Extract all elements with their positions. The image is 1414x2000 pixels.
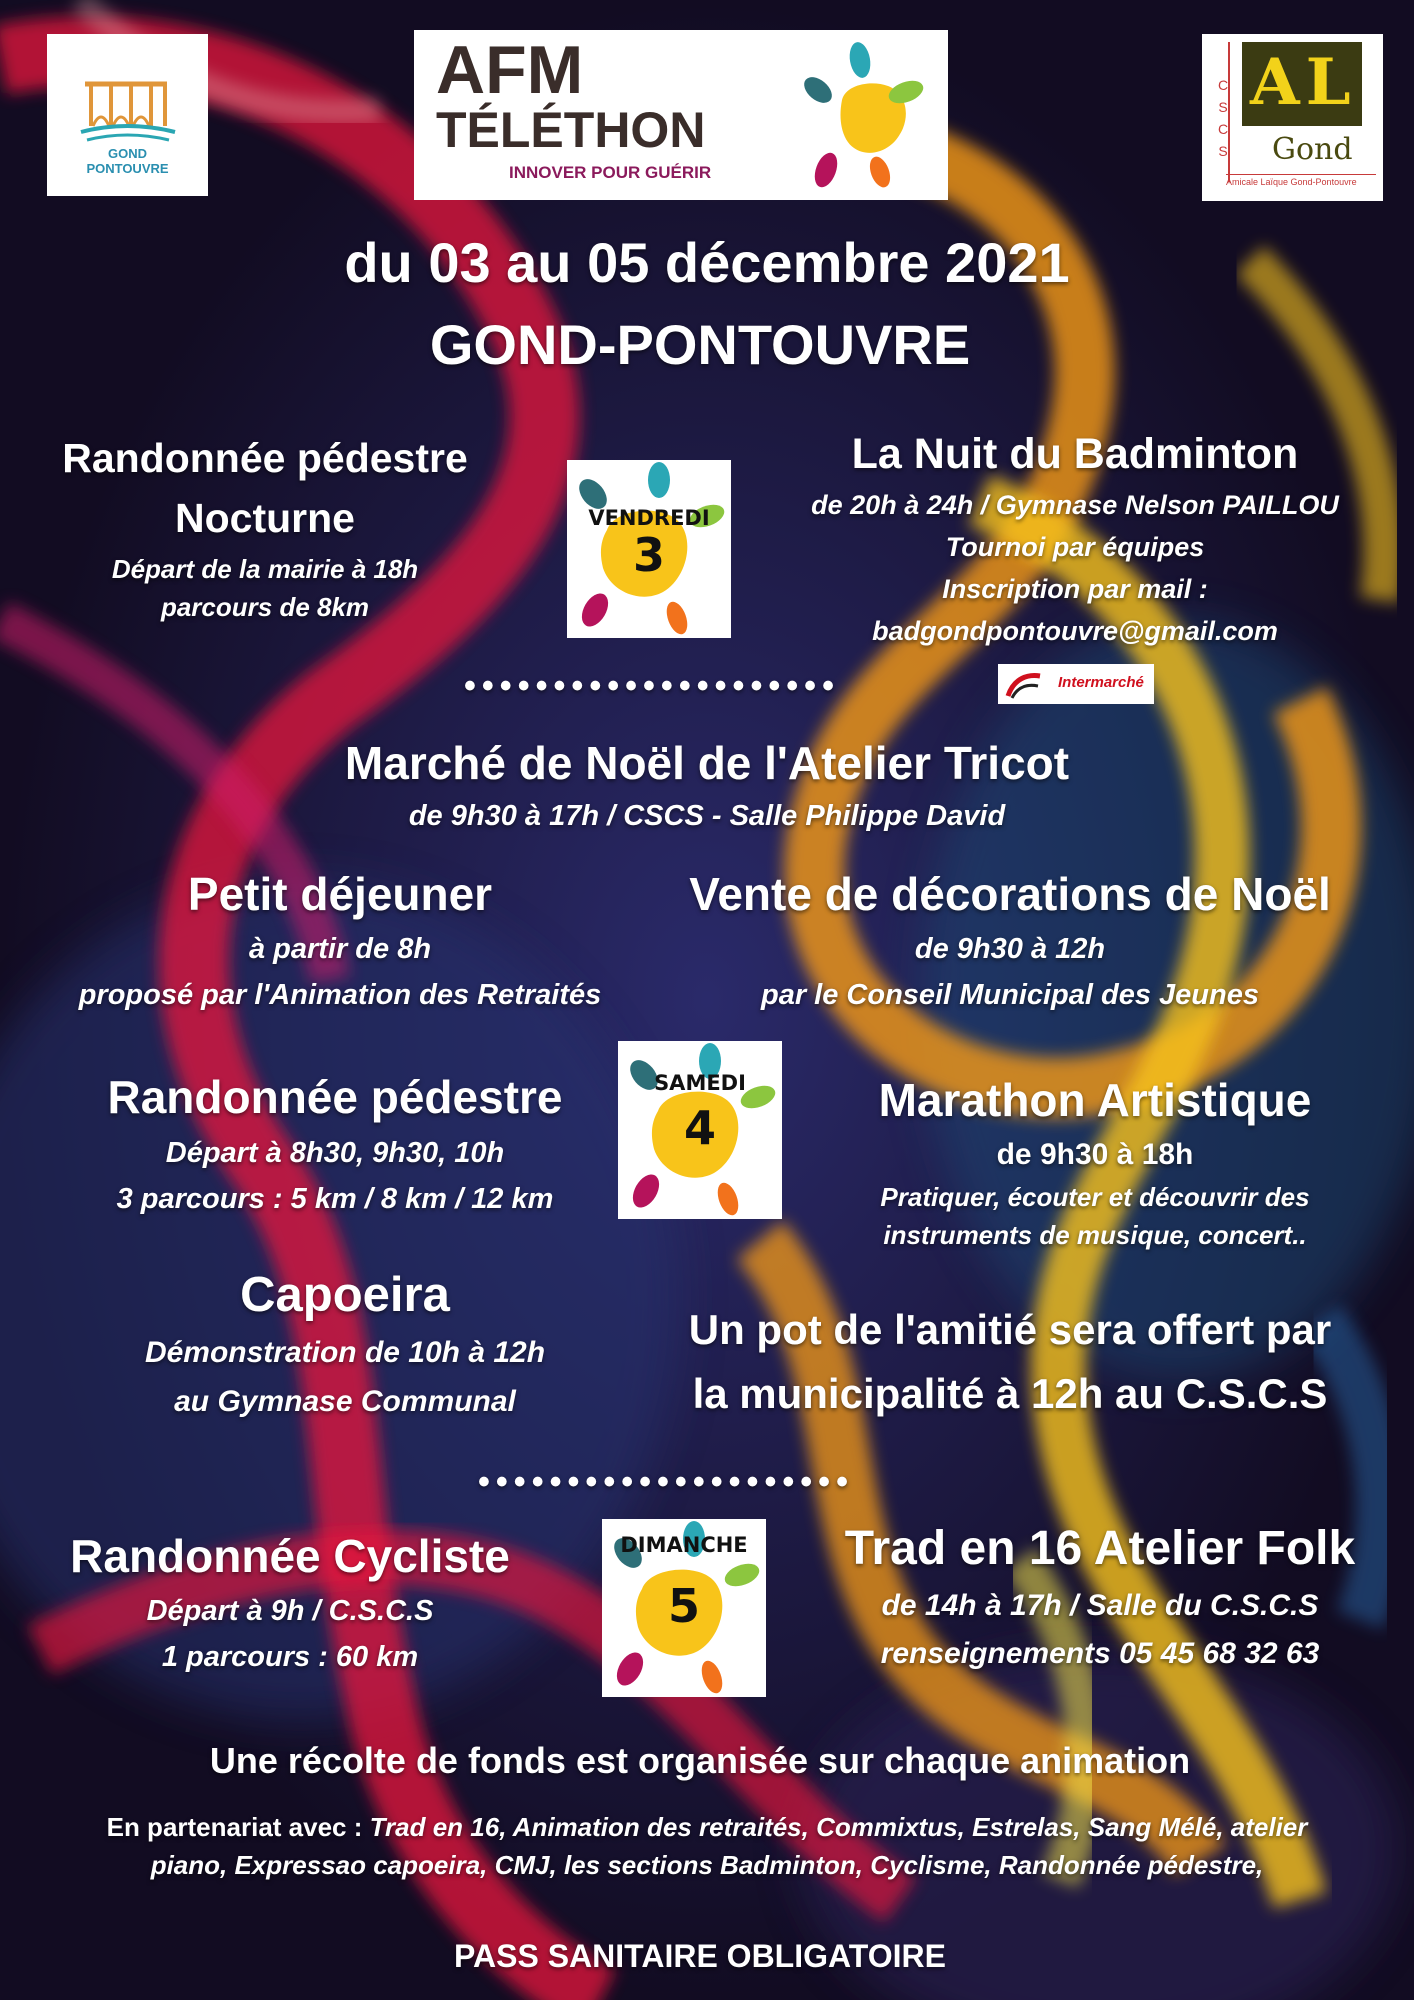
badminton-email: badgondpontouvre@gmail.com <box>872 616 1278 646</box>
saturday-hike-event <box>60 1064 610 1222</box>
badminton-detail-1: de 20h à 24h / Gymnase Nelson PAILLOU <box>811 490 1339 520</box>
afm-text: AFM <box>436 32 584 108</box>
capoeira-detail-1: Démonstration de 10h à 12h <box>144 1336 546 1369</box>
friday-day-number: 3 <box>632 528 665 582</box>
toast-line-2: la municipalité à 12h au C.S.C.S <box>692 1370 1328 1417</box>
friday-hike-detail-2: parcours de 8km <box>160 592 370 622</box>
friday-hike-detail-1: Départ de la mairie à 18h <box>111 554 419 584</box>
toast-line-1: Un pot de l'amitié sera offert par <box>688 1306 1332 1353</box>
capoeira-title: Capoeira <box>240 1268 450 1322</box>
decorations-event <box>660 862 1360 1018</box>
partners-line-1 <box>20 1808 1394 1846</box>
al-brand-text: AL <box>1250 45 1357 120</box>
market-detail: de 9h30 à 17h / CSCS - Salle Philippe David <box>408 800 1006 832</box>
intermarche-text: Intermarché <box>1058 674 1144 691</box>
amicale-caption: Amicale Laïque Gond-Pontouvre <box>1226 177 1357 187</box>
separator-2: ••••••••••••••••••••• <box>478 1463 854 1501</box>
partners-prefix: En partenariat avec : <box>106 1812 370 1842</box>
friday-left-event <box>20 428 510 624</box>
badminton-detail-3: Inscription par mail : <box>942 574 1208 604</box>
sunday-day-label: DIMANCHE <box>620 1533 748 1557</box>
marathon-detail-1: de 9h30 à 18h <box>996 1138 1194 1171</box>
partners-text <box>20 1808 1394 1884</box>
saturday-hike-detail-1: Départ à 8h30, 9h30, 10h <box>165 1137 505 1169</box>
decorations-detail-1: de 9h30 à 12h <box>914 933 1106 965</box>
afm-telethon-logo <box>414 30 948 200</box>
marathon-detail-2: Pratiquer, écouter et découvrir des <box>880 1182 1310 1212</box>
sunday-day-badge <box>602 1519 766 1697</box>
friday-day-label: VENDREDI <box>588 506 710 530</box>
capoeira-detail-2: au Gymnase Communal <box>174 1385 516 1418</box>
breakfast-title: Petit déjeuner <box>187 868 493 920</box>
folk-detail-1: de 14h à 17h / Salle du C.S.C.S <box>881 1589 1319 1622</box>
friday-hike-title-1: Randonnée pédestre <box>62 435 468 481</box>
cycling-detail-1: Départ à 9h / C.S.C.S <box>146 1595 434 1627</box>
folk-event <box>800 1516 1400 1678</box>
partners-list-1: Trad en 16, Animation des retraités, Commixtus, Estrelas, Sang Mélé, atelier <box>369 1812 1308 1842</box>
gond-script-text: Gond <box>1272 132 1353 167</box>
friday-hike-title-2: Nocturne <box>175 495 355 541</box>
friday-day-badge <box>567 460 731 638</box>
friday-right-event <box>760 424 1390 652</box>
cycling-detail-2: 1 parcours : 60 km <box>161 1641 419 1673</box>
capoeira-event <box>70 1262 620 1426</box>
event-dates: du 03 au 05 décembre 2021 <box>344 231 1070 294</box>
afm-tagline <box>509 163 711 183</box>
sunday-day-number: 5 <box>667 1579 700 1633</box>
cycling-title: Randonnée Cycliste <box>70 1530 510 1582</box>
telethon-sun-icon <box>784 30 948 200</box>
cycling-event <box>20 1524 560 1680</box>
marathon-detail-3: instruments de musique, concert.. <box>883 1220 1307 1250</box>
saturday-day-number: 4 <box>683 1101 716 1155</box>
gond-pontouvre-logo <box>47 34 208 196</box>
badminton-detail-2: Tournoi par équipes <box>945 532 1205 562</box>
saturday-day-badge <box>618 1041 782 1219</box>
badminton-title: La Nuit du Badminton <box>851 430 1299 478</box>
breakfast-detail-1: à partir de 8h <box>248 933 432 965</box>
saturday-hike-detail-2: 3 parcours : 5 km / 8 km / 12 km <box>116 1183 554 1215</box>
folk-title: Trad en 16 Atelier Folk <box>844 1522 1356 1575</box>
decorations-title: Vente de décorations de Noël <box>689 868 1331 920</box>
breakfast-event <box>20 862 660 1018</box>
fundraising-notice: Une récolte de fonds est organisée sur chaque animation <box>209 1740 1191 1781</box>
intermarche-logo <box>998 664 1154 704</box>
afm-tagline-b: GUÉRIR <box>645 163 712 182</box>
afm-tagline-a: INNOVER POUR <box>509 163 646 182</box>
saturday-hike-title: Randonnée pédestre <box>107 1071 563 1123</box>
logo-divider <box>1228 42 1230 182</box>
market-event <box>0 730 1414 836</box>
health-pass-notice: PASS SANITAIRE OBLIGATOIRE <box>454 1938 946 1974</box>
partners-list-2: piano, Expressao capoeira, CMJ, les sections Badminton, Cyclisme, Randonnée pédestre, <box>150 1850 1264 1880</box>
marathon-title: Marathon Artistique <box>878 1074 1312 1126</box>
folk-detail-2: renseignements 05 45 68 32 63 <box>880 1637 1320 1670</box>
marathon-event <box>800 1068 1390 1254</box>
intermarche-swoosh-icon <box>1004 668 1044 700</box>
decorations-detail-2: par le Conseil Municipal des Jeunes <box>761 979 1259 1011</box>
logo-gond-text: GOND <box>108 146 147 161</box>
breakfast-detail-2: proposé par l'Animation des Retraités <box>78 979 602 1011</box>
telethon-text: TÉLÉTHON <box>436 102 706 158</box>
caption-rule <box>1226 174 1376 175</box>
separator-1: ••••••••••••••••••••• <box>464 667 840 705</box>
saturday-day-label: SAMEDI <box>654 1071 746 1095</box>
logo-pontouvre-text: PONTOUVRE <box>86 161 169 176</box>
market-title: Marché de Noël de l'Atelier Tricot <box>344 737 1070 789</box>
friendship-toast <box>640 1298 1380 1426</box>
cscs-vertical-text: CSCS <box>1217 77 1229 159</box>
amicale-laique-logo <box>1202 34 1383 201</box>
event-town: GOND-PONTOUVRE <box>429 313 971 376</box>
